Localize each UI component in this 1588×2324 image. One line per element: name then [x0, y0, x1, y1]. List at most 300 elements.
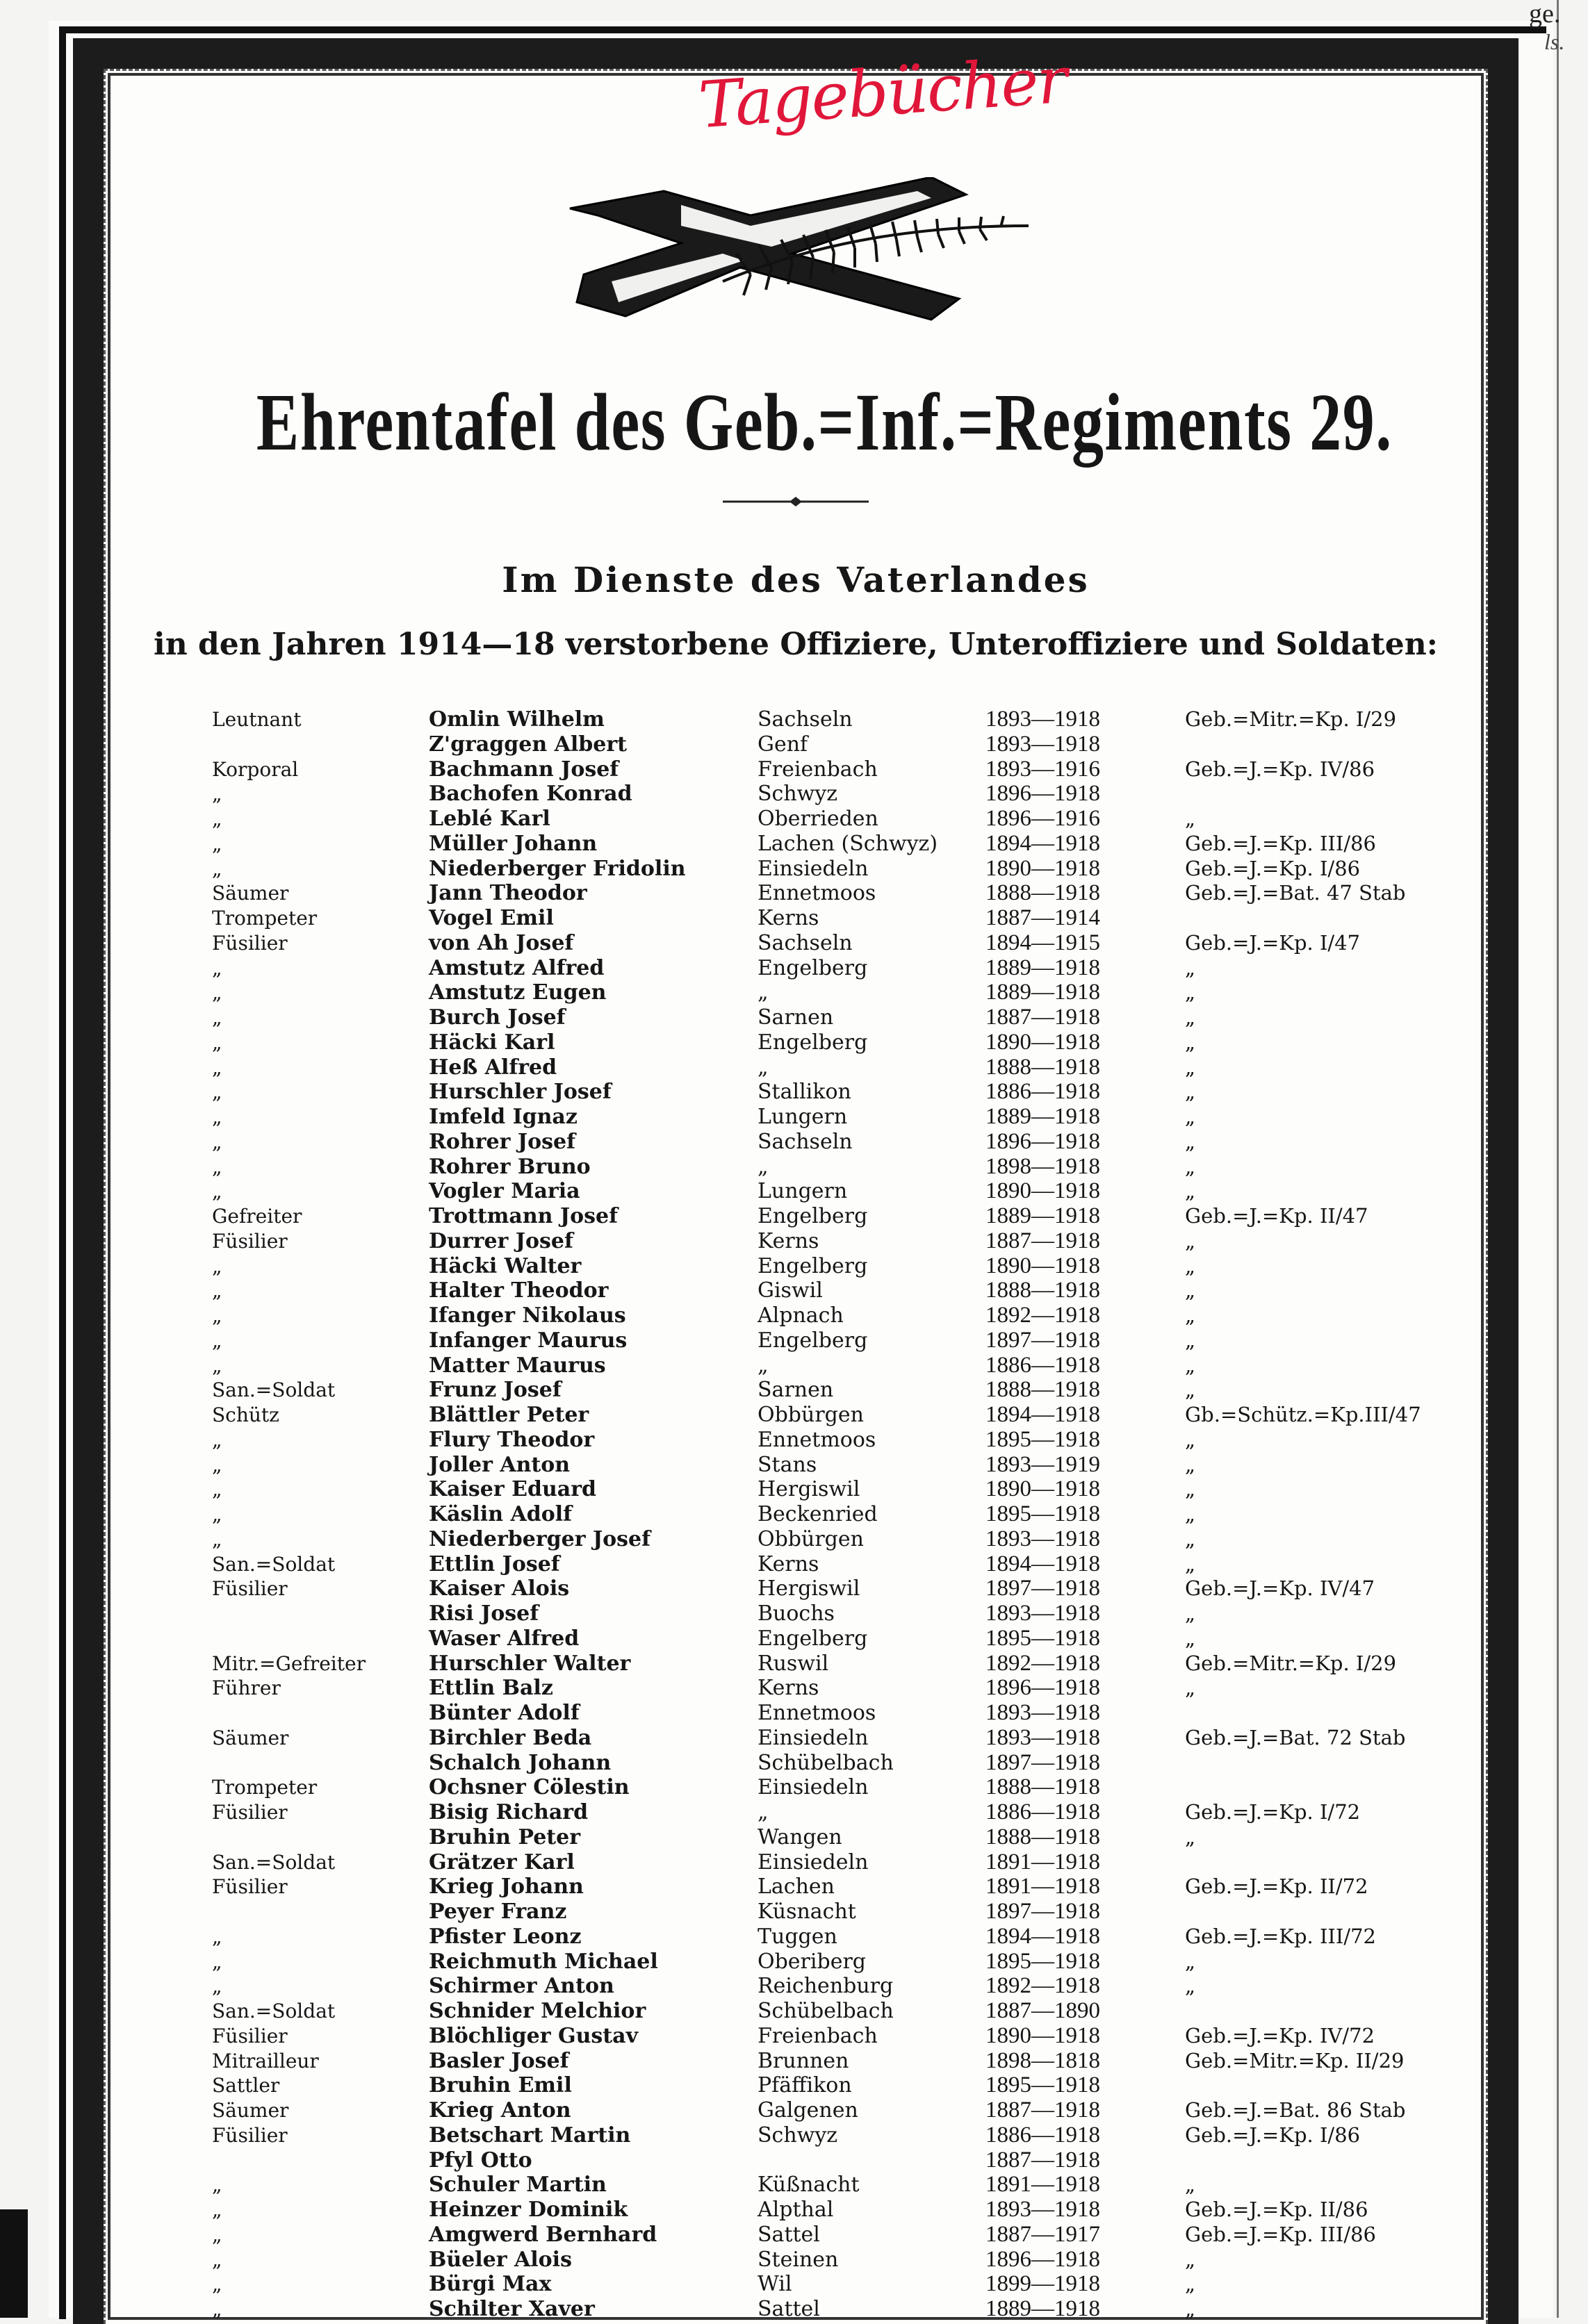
years-cell: 1889—1918	[985, 2296, 1100, 2321]
place-cell: Einsiedeln	[758, 856, 869, 881]
roster-row	[0, 2123, 1588, 2148]
name-cell: Käslin Adolf	[429, 1502, 573, 1526]
place-cell: Sachseln	[758, 707, 853, 732]
name-cell: Hurschler Josef	[429, 1080, 612, 1105]
roster-row	[0, 1676, 1588, 1701]
years-cell: 1895—1918	[985, 1625, 1100, 1651]
place-cell: Tuggen	[758, 1924, 837, 1949]
place-cell: Lachen	[758, 1874, 835, 1899]
roster-row	[0, 1576, 1588, 1601]
place-cell: Freienbach	[758, 2023, 878, 2048]
place-cell: Sarnen	[758, 1005, 834, 1030]
years-cell: 1898—1818	[985, 2047, 1100, 2073]
unit-cell: „	[1185, 1477, 1196, 1501]
name-cell: Häcki Karl	[429, 1030, 555, 1055]
unit-cell: „	[1185, 1303, 1196, 1327]
name-cell: Rohrer Josef	[429, 1129, 575, 1154]
name-cell: Bruhin Emil	[429, 2073, 572, 2098]
rank-cell: „	[212, 1950, 222, 1973]
unit-cell: „	[1185, 1179, 1196, 1203]
place-cell: Obbürgen	[758, 1526, 864, 1551]
place-cell: „	[758, 980, 769, 1005]
years-cell: 1887—1918	[985, 1005, 1100, 1030]
unit-cell: „	[1185, 1601, 1196, 1625]
name-cell: Schilter Xaver	[429, 2297, 595, 2321]
name-cell: Infanger Maurus	[429, 1328, 628, 1353]
years-cell: 1894—1918	[985, 830, 1100, 856]
unit-cell: „	[1185, 1030, 1196, 1054]
name-cell: Imfeld Ignaz	[429, 1105, 578, 1129]
rank-cell: „	[212, 2248, 222, 2271]
rank-cell: „	[212, 1155, 222, 1178]
unit-cell: Geb.=J.=Kp. I/86	[1185, 856, 1361, 880]
years-cell: 1893—1918	[985, 2197, 1100, 2222]
years-cell: 1886—1918	[985, 1799, 1100, 1824]
rank-cell: „	[212, 782, 222, 806]
rank-cell: Korporal	[212, 757, 299, 781]
unit-cell: „	[1185, 2297, 1196, 2321]
name-cell: Schalch Johann	[429, 1750, 612, 1775]
rank-cell: „	[212, 2223, 222, 2246]
years-cell: 1890—1918	[985, 1178, 1100, 1204]
place-cell: „	[758, 1800, 769, 1824]
place-cell: Engelberg	[758, 1204, 868, 1228]
name-cell: Flury Theodor	[429, 1427, 595, 1452]
unit-cell: Geb.=J.=Kp. I/47	[1185, 930, 1361, 955]
name-cell: Bürgi Max	[429, 2272, 552, 2297]
years-cell: 1890—1918	[985, 1029, 1100, 1055]
place-cell: Engelberg	[758, 1253, 868, 1278]
unit-cell: Geb.=J.=Kp. I/86	[1185, 2123, 1361, 2147]
place-cell: Küsnacht	[758, 1899, 856, 1924]
years-cell: 1896—1918	[985, 1128, 1100, 1154]
place-cell: Kerns	[758, 1676, 819, 1701]
roster-row	[0, 1925, 1588, 1950]
unit-cell: Geb.=J.=Kp. IV/86	[1185, 757, 1375, 781]
years-cell: 1893—1918	[985, 1526, 1100, 1551]
name-cell: Amgwerd Bernhard	[429, 2222, 657, 2247]
years-cell: 1892—1918	[985, 1973, 1100, 1999]
roster-row	[0, 1775, 1588, 1800]
name-cell: Bachmann Josef	[429, 757, 619, 782]
unit-cell: „	[1185, 1974, 1196, 1998]
place-cell: Buochs	[758, 1601, 835, 1626]
rank-cell: Mitr.=Gefreiter	[212, 1651, 366, 1675]
rank-cell: Füsilier	[212, 2123, 288, 2147]
years-cell: 1888—1918	[985, 1278, 1100, 1303]
rank-cell: „	[212, 981, 222, 1005]
rank-cell: Gefreiter	[212, 1205, 302, 1228]
roster-row	[0, 2173, 1588, 2198]
roster-row	[0, 857, 1588, 882]
name-cell: Krieg Anton	[429, 2098, 571, 2123]
unit-cell: „	[1185, 2247, 1196, 2271]
years-cell: 1897—1918	[985, 1327, 1100, 1353]
unit-cell: Geb.=J.=Kp. III/86	[1185, 831, 1377, 855]
rank-cell: „	[212, 1925, 222, 1948]
rank-cell: „	[212, 807, 222, 830]
name-cell: Blättler Peter	[429, 1403, 589, 1427]
unit-cell: „	[1185, 1626, 1196, 1650]
name-cell: Schirmer Anton	[429, 1974, 614, 1999]
place-cell: Kerns	[758, 906, 819, 930]
roster-row	[0, 2073, 1588, 2098]
name-cell: Matter Maurus	[429, 1353, 606, 1378]
corner-fragment-text-2: ls.	[1544, 29, 1565, 54]
roster-row	[0, 1950, 1588, 1975]
name-cell: Grätzer Karl	[429, 1849, 575, 1874]
unit-cell: Geb.=J.=Bat. 86 Stab	[1185, 2098, 1406, 2122]
roster-row	[0, 1527, 1588, 1552]
unit-cell: Geb.=J.=Bat. 47 Stab	[1185, 881, 1406, 905]
unit-cell: Geb.=J.=Kp. III/86	[1185, 2222, 1377, 2246]
rank-cell: „	[212, 1478, 222, 1501]
years-cell: 1894—1918	[985, 1402, 1100, 1427]
unit-cell: „	[1185, 1378, 1196, 1402]
name-cell: Frunz Josef	[429, 1378, 562, 1403]
roster-row	[0, 1254, 1588, 1279]
years-cell: 1895—1918	[985, 1426, 1100, 1452]
place-cell: „	[758, 1353, 769, 1378]
years-cell: 1888—1918	[985, 1054, 1100, 1080]
years-cell: 1889—1918	[985, 980, 1100, 1005]
unit-cell: „	[1185, 1526, 1196, 1551]
rank-cell: Leutnant	[212, 708, 302, 731]
years-cell: 1888—1918	[985, 1824, 1100, 1849]
rank-cell: „	[212, 1180, 222, 1203]
roster-row	[0, 1179, 1588, 1204]
rank-cell: Sattler	[212, 2074, 280, 2098]
years-cell: 1892—1918	[985, 1303, 1100, 1328]
place-cell: Genf	[758, 732, 808, 757]
roster-row	[0, 707, 1588, 732]
years-cell: 1887—1918	[985, 1228, 1100, 1253]
rank-cell: Füsilier	[212, 2024, 288, 2047]
name-cell: Amstutz Alfred	[429, 955, 605, 980]
place-cell: Stans	[758, 1452, 817, 1477]
years-cell: 1890—1918	[985, 1253, 1100, 1278]
name-cell: Hurschler Walter	[429, 1651, 631, 1676]
years-cell: 1888—1918	[985, 1774, 1100, 1800]
rank-cell: „	[212, 2273, 222, 2296]
place-cell: Wangen	[758, 1824, 842, 1849]
rank-cell: Füsilier	[212, 1875, 288, 1899]
years-cell: 1893—1918	[985, 1601, 1100, 1626]
name-cell: Reichmuth Michael	[429, 1949, 658, 1974]
roster-row	[0, 1477, 1588, 1502]
unit-cell: „	[1185, 1427, 1196, 1451]
years-cell: 1894—1918	[985, 1923, 1100, 1949]
name-cell: Amstutz Eugen	[429, 980, 607, 1005]
roster-row	[0, 1378, 1588, 1403]
unit-cell: Geb.=J.=Kp. IV/72	[1185, 2023, 1375, 2047]
unit-cell: „	[1185, 1949, 1196, 1973]
roster-row	[0, 906, 1588, 931]
roster-row	[0, 881, 1588, 906]
name-cell: Vogel Emil	[429, 906, 554, 930]
name-cell: Peyer Franz	[429, 1899, 567, 1924]
name-cell: Vogler Maria	[429, 1179, 580, 1204]
place-cell: Alpthal	[758, 2198, 834, 2222]
roster-row	[0, 1278, 1588, 1303]
roster-row	[0, 1453, 1588, 1478]
years-cell: 1886—1918	[985, 2122, 1100, 2148]
unit-cell: „	[1185, 1253, 1196, 1278]
years-cell: 1887—1918	[985, 2147, 1100, 2173]
rank-cell: „	[212, 1304, 222, 1327]
place-cell: Lungern	[758, 1179, 848, 1204]
roster-row	[0, 832, 1588, 857]
roster-row	[0, 2223, 1588, 2248]
years-cell: 1894—1918	[985, 1551, 1100, 1576]
name-cell: Kaiser Eduard	[429, 1477, 597, 1502]
name-cell: Ochsner Cölestin	[429, 1775, 630, 1800]
unit-cell: Geb.=J.=Kp. II/47	[1185, 1204, 1368, 1228]
unit-cell: Geb.=J.=Kp. II/86	[1185, 2198, 1368, 2221]
roster-row	[0, 2024, 1588, 2049]
roster-row	[0, 980, 1588, 1005]
name-cell: Häcki Walter	[429, 1253, 582, 1278]
name-cell: Trottmann Josef	[429, 1204, 619, 1228]
rank-cell: Trompeter	[212, 907, 318, 930]
place-cell: Ennetmoos	[758, 1701, 876, 1725]
roster-row	[0, 1229, 1588, 1254]
place-cell: Reichenburg	[758, 1974, 894, 1999]
roster-row	[0, 1155, 1588, 1180]
unit-cell: „	[1185, 1502, 1196, 1526]
name-cell: Durrer Josef	[429, 1228, 573, 1253]
years-cell: 1894—1915	[985, 930, 1100, 955]
roster-row	[0, 1874, 1588, 1899]
years-cell: 1895—1918	[985, 2072, 1100, 2098]
years-cell: 1890—1918	[985, 2022, 1100, 2048]
roster-row	[0, 1825, 1588, 1850]
rank-cell: San.=Soldat	[212, 2000, 336, 2022]
roster-row	[0, 1303, 1588, 1328]
years-cell: 1893—1918	[985, 1700, 1100, 1725]
place-cell: Hergiswil	[758, 1576, 860, 1601]
rank-cell: Schütz	[212, 1403, 279, 1426]
roster-row	[0, 1130, 1588, 1155]
roster-row	[0, 1701, 1588, 1726]
unit-cell: Geb.=J.=Kp. IV/47	[1185, 1576, 1375, 1601]
unit-cell: „	[1185, 2173, 1196, 2197]
roster-row	[0, 1726, 1588, 1751]
place-cell: Sachseln	[758, 1129, 853, 1154]
rank-cell: „	[212, 1453, 222, 1476]
place-cell: Brunnen	[758, 2048, 849, 2073]
roster-row	[0, 1899, 1588, 1925]
name-cell: Birchler Beda	[429, 1725, 592, 1750]
years-cell: 1888—1918	[985, 880, 1100, 906]
roster-row	[0, 1428, 1588, 1453]
place-cell: „	[758, 1055, 769, 1080]
place-cell: Einsiedeln	[758, 1775, 869, 1800]
place-cell: Oberrieden	[758, 807, 878, 831]
rank-cell: „	[212, 1353, 222, 1377]
place-cell: Küßnacht	[758, 2173, 860, 2198]
years-cell: 1897—1918	[985, 1749, 1100, 1775]
roster-row	[0, 1850, 1588, 1875]
years-cell: 1890—1918	[985, 1476, 1100, 1502]
rank-cell: „	[212, 1428, 222, 1451]
rank-cell: Füsilier	[212, 1801, 288, 1824]
rank-cell: Säumer	[212, 1726, 289, 1749]
subtitle-years: in den Jahren 1914—18 verstorbene Offiziere, Unteroffiziere und Soldaten:	[154, 627, 1438, 662]
roster-row	[0, 2049, 1588, 2074]
unit-cell: Geb.=Mitr.=Kp. I/29	[1185, 707, 1397, 731]
years-cell: 1887—1890	[985, 1998, 1100, 2023]
unit-cell: Geb.=J.=Bat. 72 Stab	[1185, 1725, 1406, 1749]
years-cell: 1887—1917	[985, 2221, 1100, 2247]
years-cell: 1893—1918	[985, 707, 1100, 732]
place-cell: Giswil	[758, 1278, 823, 1303]
place-cell: Lachen (Schwyz)	[758, 831, 938, 856]
years-cell: 1895—1918	[985, 1501, 1100, 1526]
rank-cell: Füsilier	[212, 1577, 288, 1601]
name-cell: Rohrer Bruno	[429, 1154, 591, 1179]
place-cell: Pfäffikon	[758, 2073, 852, 2098]
rank-cell: San.=Soldat	[212, 1378, 336, 1402]
place-cell: Sachseln	[758, 930, 853, 955]
unit-cell: „	[1185, 1055, 1196, 1079]
name-cell: Schnider Melchior	[429, 1999, 646, 2023]
years-cell: 1891—1918	[985, 1849, 1100, 1874]
place-cell: Beckenried	[758, 1502, 878, 1526]
roster-row	[0, 1974, 1588, 1999]
roster-row	[0, 807, 1588, 832]
name-cell: Basler Josef	[429, 2048, 569, 2073]
place-cell: Schübelbach	[758, 1999, 894, 2023]
name-cell: Kaiser Alois	[429, 1576, 570, 1601]
corner-fragment-text: ge.	[1529, 0, 1561, 28]
roster-row	[0, 2297, 1588, 2322]
roster-row	[0, 1055, 1588, 1080]
rank-cell: „	[212, 1105, 222, 1128]
name-cell: Bünter Adolf	[429, 1701, 580, 1725]
roster-row	[0, 732, 1588, 757]
unit-cell: Geb.=J.=Kp. I/72	[1185, 1800, 1361, 1824]
name-cell: Leblé Karl	[429, 807, 550, 831]
years-cell: 1898—1918	[985, 1153, 1100, 1179]
roster-row	[0, 1800, 1588, 1825]
unit-cell: Geb.=J.=Kp. III/72	[1185, 1924, 1377, 1948]
rank-cell: Füsilier	[212, 931, 288, 955]
name-cell: Niederberger Josef	[429, 1526, 651, 1551]
rank-cell: „	[212, 1080, 222, 1104]
name-cell: Bruhin Peter	[429, 1824, 581, 1849]
years-cell: 1892—1918	[985, 1650, 1100, 1676]
unit-cell: Geb.=J.=Kp. II/72	[1185, 1874, 1368, 1899]
roster-row	[0, 2272, 1588, 2297]
years-cell: 1896—1918	[985, 2246, 1100, 2272]
years-cell: 1893—1916	[985, 756, 1100, 782]
years-cell: 1891—1918	[985, 1874, 1100, 1899]
unit-cell: „	[1185, 2272, 1196, 2296]
unit-cell: „	[1185, 1824, 1196, 1849]
place-cell: Wil	[758, 2272, 792, 2297]
place-cell: Alpnach	[758, 1303, 844, 1328]
name-cell: Heß Alfred	[429, 1055, 557, 1080]
place-cell: Hergiswil	[758, 1477, 860, 1502]
roster-row	[0, 757, 1588, 782]
roster-row	[0, 1751, 1588, 1776]
name-cell: Z'graggen Albert	[429, 732, 627, 757]
place-cell: Ennetmoos	[758, 1427, 876, 1452]
place-cell: Kerns	[758, 1228, 819, 1253]
rank-cell: Trompeter	[212, 1776, 318, 1799]
rank-cell: „	[212, 832, 222, 855]
unit-cell: „	[1185, 1228, 1196, 1253]
rank-cell: „	[212, 1130, 222, 1153]
name-cell: Betschart Martin	[429, 2123, 631, 2148]
rank-cell: „	[212, 1503, 222, 1526]
place-cell: Stallikon	[758, 1080, 851, 1105]
unit-cell: „	[1185, 1129, 1196, 1153]
rank-cell: „	[212, 1975, 222, 1998]
years-cell: 1887—1914	[985, 905, 1100, 930]
unit-cell: Gb.=Schütz.=Kp.III/47	[1185, 1403, 1421, 1426]
name-cell: Bisig Richard	[429, 1800, 589, 1824]
place-cell: Sattel	[758, 2222, 820, 2247]
subtitle: Im Dienste des Vaterlandes	[502, 559, 1090, 600]
years-cell: 1897—1918	[985, 1899, 1100, 1924]
roster-row	[0, 782, 1588, 807]
roster-row	[0, 2248, 1588, 2273]
rank-cell: „	[212, 1030, 222, 1054]
name-cell: Ettlin Balz	[429, 1676, 553, 1701]
rank-cell: „	[212, 956, 222, 980]
years-cell: 1889—1918	[985, 1104, 1100, 1129]
name-cell: Burch Josef	[429, 1005, 566, 1030]
name-cell: Pfister Leonz	[429, 1924, 582, 1949]
name-cell: Risi Josef	[429, 1601, 539, 1626]
rank-cell: Säumer	[212, 882, 289, 905]
name-cell: Büeler Alois	[429, 2247, 572, 2272]
name-cell: Müller Johann	[429, 831, 598, 856]
roster-row	[0, 931, 1588, 956]
place-cell: Sarnen	[758, 1378, 834, 1403]
place-cell: Lungern	[758, 1105, 848, 1129]
place-cell: Engelberg	[758, 1030, 868, 1055]
place-cell: Engelberg	[758, 1626, 868, 1651]
place-cell: Sattel	[758, 2297, 820, 2321]
place-cell: Freienbach	[758, 757, 878, 782]
name-cell: Krieg Johann	[429, 1874, 584, 1899]
name-cell: Waser Alfred	[429, 1626, 580, 1651]
years-cell: 1888—1918	[985, 1377, 1100, 1403]
name-cell: Blöchliger Gustav	[429, 2023, 638, 2048]
place-cell: Schwyz	[758, 782, 838, 807]
roster-row	[0, 1999, 1588, 2024]
roster-row	[0, 2198, 1588, 2223]
unit-cell: „	[1185, 1676, 1196, 1700]
rank-cell: „	[212, 857, 222, 880]
name-cell: Bachofen Konrad	[429, 782, 632, 807]
unit-cell: Geb.=Mitr.=Kp. I/29	[1185, 1651, 1397, 1675]
unit-cell: „	[1185, 1105, 1196, 1128]
name-cell: Heinzer Dominik	[429, 2198, 628, 2222]
place-cell: Engelberg	[758, 1328, 868, 1353]
rank-cell: „	[212, 1006, 222, 1029]
unit-cell: „	[1185, 1353, 1196, 1377]
unit-cell: Geb.=Mitr.=Kp. II/29	[1185, 2048, 1405, 2072]
place-cell: „	[758, 1154, 769, 1179]
roster-row	[0, 1005, 1588, 1030]
years-cell: 1895—1918	[985, 1948, 1100, 1974]
name-cell: Niederberger Fridolin	[429, 856, 686, 881]
years-cell: 1890—1918	[985, 855, 1100, 881]
